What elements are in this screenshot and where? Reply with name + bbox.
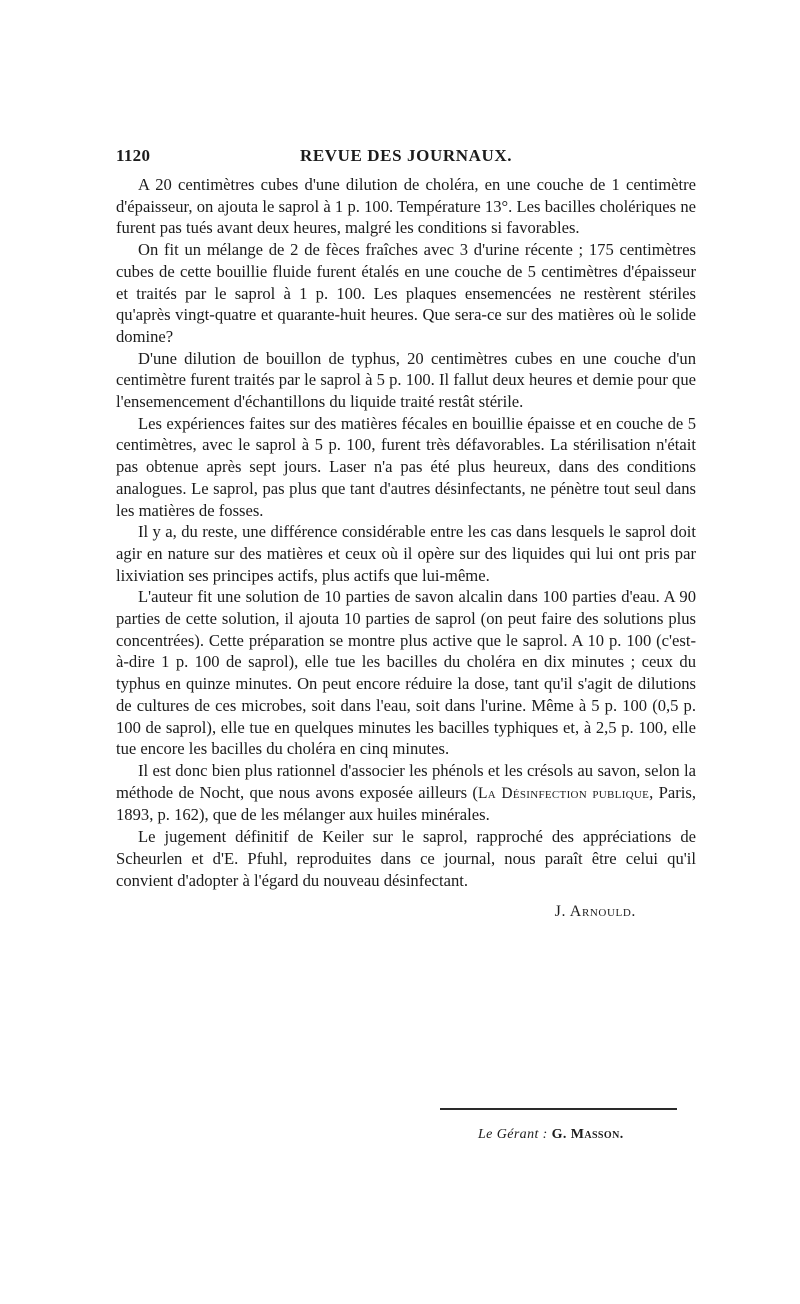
article-body <box>116 174 696 891</box>
gerant-line <box>478 1127 624 1143</box>
page-number: 1120 <box>116 146 151 165</box>
paragraph-nocht-text-after: , Paris, 1893, p. 162), que de les mélanger aux huiles minérales. <box>116 782 696 825</box>
author-signature: J. Arnould. <box>554 903 636 921</box>
footer-rule <box>440 1108 677 1110</box>
paragraph-fecal-matter-experiments: Les expériences faites sur des matières fécales en bouillie épaisse et en couche de 5 centimètres, avec le saprol à 5 p. 100, furent très défavorables. La stérilisation n'était pas obtenue après sept jours. Laser n'a pas été plus heureux, dans des conditions analogues. Le saprol, pas plus que tant d'autres désinfectants, ne pénètre tout seul dans les matières de fosses. <box>116 413 696 520</box>
paragraph-nocht-text-before: Il est donc bien plus rationnel d'associer les phénols et les crésols au savon, selon la méthode de Nocht, que nous avons exposée ailleurs ( <box>116 760 696 802</box>
paragraph-feces-mixture: On fit un mélange de 2 de fèces fraîches avec 3 d'urine récente ; 175 centimètres cubes de cette bouillie fluide furent étalés en une couche de 5 centimètres d'épaisseur et traités par le saprol à 1 p. 100. Les plaques ensemencées ne restèrent stériles qu'après vingt-quatre et quarante-huit heures. Que sera-ce sur des matières où le solide domine? <box>116 240 696 346</box>
running-head <box>116 146 696 170</box>
paragraph-typhus-dilution: D'une dilution de bouillon de typhus, 20 centimètres cubes en une couche d'un centimètre furent traités par le saprol à 5 p. 100. Il fallut deux heures et demie pour que l'ensemencement d'échantillons du liquide traité restât stérile. <box>116 348 696 412</box>
paragraph-soap-solution: L'auteur fit une solution de 10 parties de savon alcalin dans 100 parties d'eau. A 90 parties de cette solution, il ajouta 10 parties de saprol (on peut faire des solutions plus concentrées). Cette préparation se montre plus active que le saprol. A 10 p. 100 (c'est-à-dire 1 p. 100 de saprol), elle tue les bacilles du choléra en dix minutes ; ceux du typhus en quinze minutes. On peut encore réduire la dose, tant qu'il s'agit de dilutions de cultures de ces microbes, soit dans l'eau, soit dans l'urine. Même à 5 p. 100 (0,5 p. 100 de saprol), elle tue en quelques minutes les bacilles typhiques et, à 2,5 p. 100, elle tue encore les bacilles du choléra en cinq minutes. <box>116 587 696 759</box>
gerant-label: Le Gérant : <box>478 1127 548 1142</box>
paragraph-conclusion: Le jugement définitif de Keiler sur le saprol, rapproché des appréciations de Scheurlen et d'E. Pfuhl, reproduites dans ce journal, nous paraît être celui qu'il convient d'adopter à l'égard du nouveau désinfectant. <box>116 827 696 890</box>
journal-reference: La Désinfection publique <box>477 784 650 802</box>
paragraph-difference: Il y a, du reste, une différence considérable entre les cas dans lesquels le saprol doit agir en nature sur des matières et ceux où il opère sur des liquides qui lui ont pris par lixiviation ses principes actifs, plus actifs que lui-même. <box>116 522 696 585</box>
paragraph-nocht-method <box>116 760 696 826</box>
journal-title: REVUE DES JOURNAUX. <box>299 146 513 165</box>
journal-page <box>116 146 696 921</box>
gerant-name: G. Masson. <box>551 1127 624 1142</box>
paragraph-cholera-dilution: A 20 centimètres cubes d'une dilution de choléra, en une couche de 1 centimètre d'épaisseur, on ajouta le saprol à 1 p. 100. Température 13°. Les bacilles cholériques ne furent pas tués avant deux heures, malgré les conditions si favorables. <box>116 175 696 238</box>
